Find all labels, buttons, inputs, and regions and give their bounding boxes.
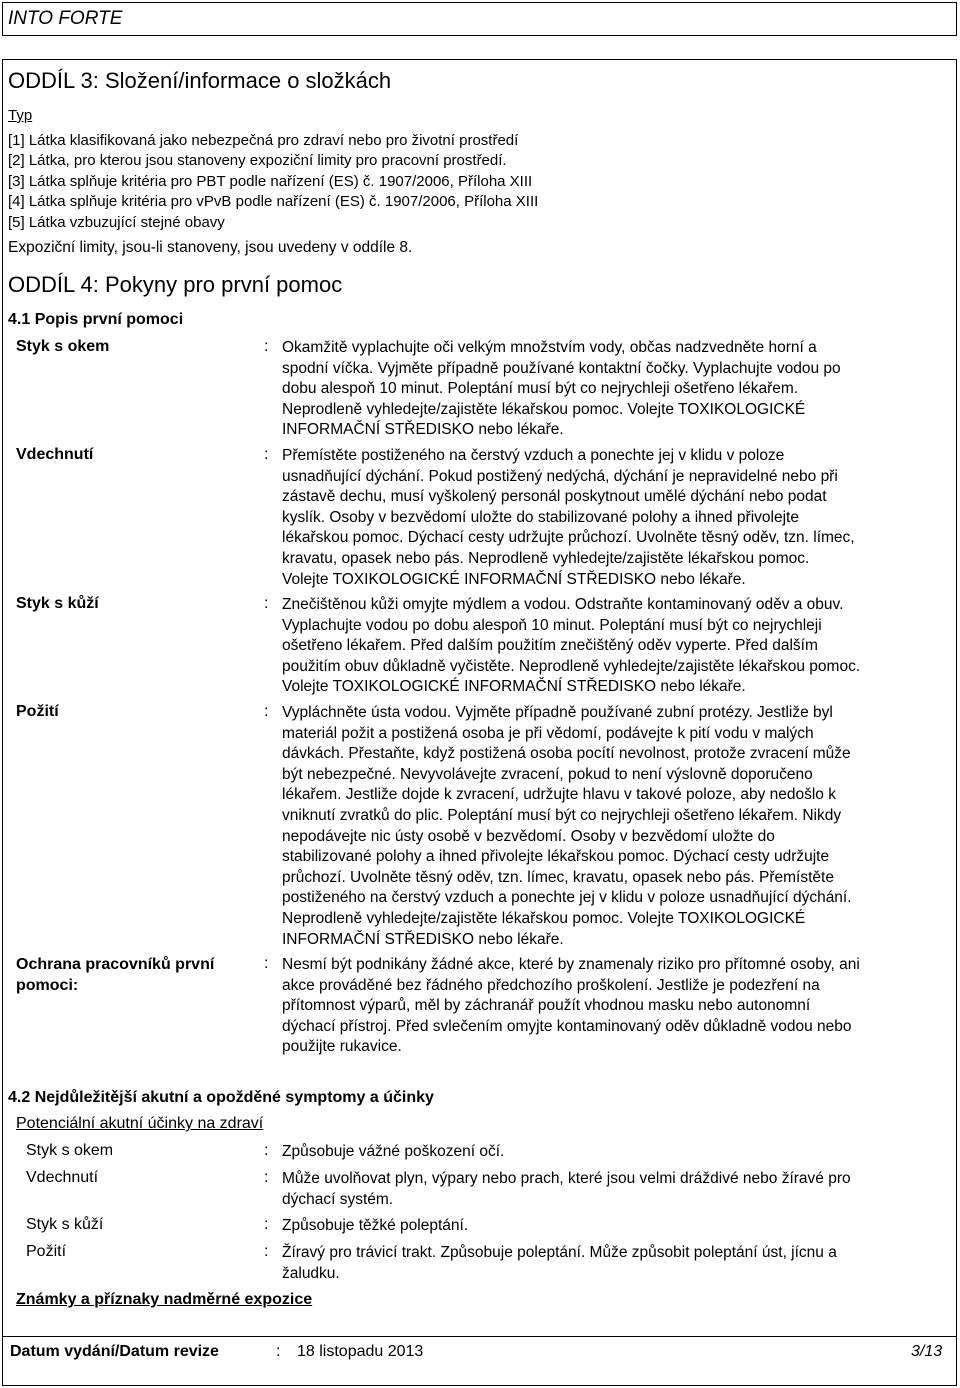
acute-inhalation-label: Vdechnutí (26, 1169, 99, 1186)
first-aid-responders-label: Ochrana pracovníků první pomoci: (16, 956, 215, 994)
colon: : (264, 1142, 269, 1159)
section4-title: ODDÍL 4: Pokyny pro první pomoc (8, 272, 343, 297)
colon: : (264, 703, 269, 720)
colon: : (264, 446, 269, 463)
header-box (2, 2, 957, 36)
section3-title: ODDÍL 3: Složení/informace o složkách (8, 68, 392, 93)
first-aid-skin-text: Znečištěnou kůži omyjte mýdlem a vodou. Odstraňte kontaminovaný oděv a obuv. Vyplachujte vodou po dobu alespoň 10 minut. Poleptání musí být co nejrychleji ošetřeno lékařem. Před dalším použitím znečištěný oděv vyperte. Před dalším použitím obuv důkladně vyčistěte. Neprodleně vyhledejte/zajistěte lékařskou pomoc. Volejte TOXIKOLOGICKÉ INFORMAČNÍ STŘEDISKO nebo lékaře. (282, 596, 861, 696)
first-aid-responders-text: Nesmí být podnikány žádné akce, které by znamenaly riziko pro přítomné osoby, ani akce prováděné bez řádného předchozího proškolení. Jestliže je podezření na přítomnost výparů, měl by záchranář použít vhodnou masku nebo autonomní dýchací přístroj. Před svlečením omyjte kontaminovaný oděv důkladně vodou nebo použijte rukavice. (282, 956, 860, 1056)
acute-ingestion-text: Žíravý pro trávicí trakt. Způsobuje poleptání. Může způsobit poleptání úst, jícnu a žaludku. (282, 1244, 837, 1282)
type-item-3: [3] Látka splňuje kritéria pro PBT podle nařízení (ES) č. 1907/2006, Příloha XIII (8, 173, 533, 190)
acute-skin-label: Styk s kůží (26, 1216, 104, 1233)
first-aid-ingestion-text: Vypláchněte ústa vodou. Vyjměte případně používané zubní protézy. Jestliže byl materiál požit a postižená osoba je při vědomí, podávejte k pití vodu v malých dávkách. Přestaňte, když postižená osoba pocítí nevolnost, protože zvracení může být nebezpečné. Nevyvolávejte zvracení, pokud to není výslovně doporučeno lékařem. Jestliže dojde k zvracení, udržujte hlavu v takové poloze, aby nedošlo k vniknutí zvratků do plic. Poleptání musí být co nejrychleji ošetřeno lékařem. Nikdy nepodávejte nic ústy osobě v bezvědomí. Osoby v bezvědomí uložte do stabilizované polohy a ihned přivolejte lékařskou pomoc. Dýchací cesty udržujte průchozí. Uvolněte těsný oděv, tzn. límec, kravatu, opasek nebo pás. Přemístěte postiženého na čerstvý vzduch a ponechte jej v klidu v poloze usnadňující dýchání. Neprodleně vyhledejte/zajistěte lékařskou pomoc. Volejte TOXIKOLOGICKÉ INFORMAČNÍ STŘEDISKO nebo lékaře. (282, 704, 852, 948)
acute-ingestion-label: Požití (26, 1243, 67, 1260)
product-name: INTO FORTE (8, 8, 123, 29)
colon: : (264, 955, 269, 972)
colon: : (264, 338, 269, 355)
acute-eye-label: Styk s okem (26, 1142, 114, 1159)
page-number: 3/13 (911, 1343, 943, 1360)
type-item-4: [4] Látka splňuje kritéria pro vPvB podle nařízení (ES) č. 1907/2006, Příloha XIII (8, 193, 539, 210)
acute-eye-text: Způsobuje vážné poškození očí. (282, 1143, 505, 1160)
colon: : (264, 1216, 269, 1233)
colon: : (264, 1169, 269, 1186)
colon: : (264, 595, 269, 612)
first-aid-skin-label: Styk s kůží (16, 595, 99, 612)
first-aid-inhalation-label: Vdechnutí (16, 446, 94, 463)
type-item-5: [5] Látka vzbuzující stejné obavy (8, 214, 225, 231)
exposure-note: Expoziční limity, jsou-li stanoveny, jsou uvedeny v oddíle 8. (8, 239, 413, 256)
colon: : (264, 1243, 269, 1260)
type-item-2: [2] Látka, pro kterou jsou stanoveny expoziční limity pro pracovní prostředí. (8, 152, 507, 169)
overexposure-title: Známky a příznaky nadměrné expozice (16, 1291, 313, 1308)
acute-skin-text: Způsobuje těžké poleptání. (282, 1217, 469, 1234)
footer-colon: : (276, 1343, 281, 1360)
type-item-1: [1] Látka klasifikovaná jako nebezpečná pro zdraví nebo pro životní prostředí (8, 132, 519, 149)
acute-effects-title: Potenciální akutní účinky na zdraví (16, 1115, 264, 1132)
subsection-4-1-title: 4.1 Popis první pomoci (8, 311, 184, 328)
subsection-4-2-title: 4.2 Nejdůležitější akutní a opožděné symptomy a účinky (8, 1089, 434, 1106)
first-aid-ingestion-label: Požití (16, 703, 59, 720)
acute-inhalation-text: Může uvolňovat plyn, výpary nebo prach, které jsou velmi dráždivé nebo žíravé pro dýchací systém. (282, 1170, 851, 1208)
footer-date-label: Datum vydání/Datum revize (10, 1343, 219, 1360)
first-aid-inhalation-text: Přemístěte postiženého na čerstvý vzduch a ponechte jej v klidu v poloze usnadňující dýchání. Pokud postižený nedýchá, dýchání je nepravidelné nebo při zástavě dechu, musí vyškolený personál poskytnout umělé dýchání nebo podat kyslík. Osoby v bezvědomí uložte do stabilizované polohy a ihned přivolejte lékařskou pomoc. Dýchací cesty udržujte průchozí. Uvolněte těsný oděv, tzn. límec, kravatu, opasek nebo pás. Neprodleně vyhledejte/zajistěte lékařskou pomoc. Volejte TOXIKOLOGICKÉ INFORMAČNÍ STŘEDISKO nebo lékaře. (282, 447, 855, 588)
first-aid-eye-text: Okamžitě vyplachujte oči velkým množstvím vody, občas nadzvedněte horní a spodní víčka. Vyjměte případně používané kontaktní čočky. Vyplachujte vodou po dobu alespoň 10 minut. Poleptání musí být co nejrychleji ošetřeno lékařem. Neprodleně vyhledejte/zajistěte lékařskou pomoc. Volejte TOXIKOLOGICKÉ INFORMAČNÍ STŘEDISKO nebo lékaře. (282, 339, 841, 439)
type-label: Typ (8, 107, 33, 124)
footer-date-value: 18 listopadu 2013 (297, 1343, 424, 1360)
first-aid-eye-label: Styk s okem (16, 338, 110, 355)
